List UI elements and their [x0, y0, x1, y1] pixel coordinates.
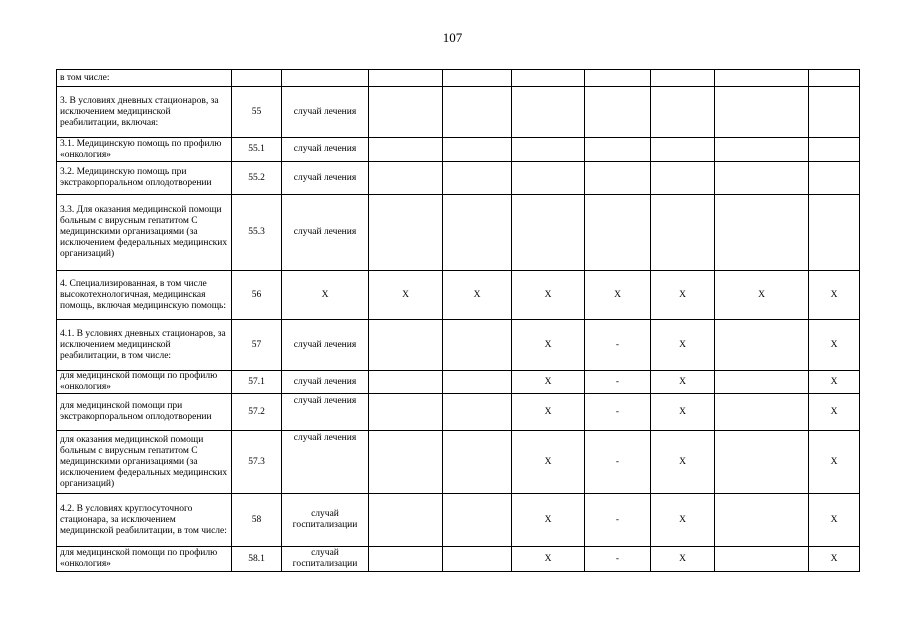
- row-value-cell: Х: [512, 271, 585, 320]
- row-value-cell: [585, 70, 651, 87]
- table-row: [57, 195, 860, 271]
- row-value-cell: [369, 431, 443, 494]
- table-row: [57, 494, 860, 547]
- row-value-cell: Х: [809, 371, 860, 394]
- row-value-cell: [369, 394, 443, 431]
- row-code-cell: [232, 70, 282, 87]
- row-value-cell: Х: [809, 271, 860, 320]
- row-name-cell: 3.3. Для оказания медицинской помощи больным с вирусным гепатитом С медицинскими организациями (за исключением федеральных медицинских организаций): [57, 195, 232, 271]
- table-row: [57, 162, 860, 195]
- row-value-cell: [651, 162, 715, 195]
- row-value-cell: -: [585, 547, 651, 572]
- row-code-cell: 56: [232, 271, 282, 320]
- row-value-cell: [369, 494, 443, 547]
- row-value-cell: [369, 87, 443, 138]
- table-row: [57, 87, 860, 138]
- row-name-cell: 4.2. В условиях круглосуточного стационара, за исключением медицинской реабилитации, в том числе:: [57, 494, 232, 547]
- row-code-cell: 57.2: [232, 394, 282, 431]
- row-name-cell: 3.1. Медицинскую помощь по профилю «онкология»: [57, 138, 232, 162]
- row-name-cell: в том числе:: [57, 70, 232, 87]
- row-value-cell: Х: [369, 271, 443, 320]
- row-code-cell: 57.1: [232, 371, 282, 394]
- row-unit-cell: [282, 70, 369, 87]
- row-code-cell: 55.1: [232, 138, 282, 162]
- row-value-cell: [443, 87, 512, 138]
- row-value-cell: [369, 162, 443, 195]
- row-value-cell: [443, 431, 512, 494]
- row-value-cell: [809, 162, 860, 195]
- row-value-cell: [715, 138, 809, 162]
- row-value-cell: [715, 70, 809, 87]
- row-value-cell: [715, 87, 809, 138]
- row-value-cell: [585, 87, 651, 138]
- row-value-cell: [443, 70, 512, 87]
- row-unit-cell: случай лечения: [282, 138, 369, 162]
- row-name-cell: для медицинской помощи по профилю «онкология»: [57, 547, 232, 572]
- row-value-cell: Х: [512, 394, 585, 431]
- row-value-cell: [715, 431, 809, 494]
- row-code-cell: 57.3: [232, 431, 282, 494]
- row-value-cell: [512, 70, 585, 87]
- row-name-cell: 4. Специализированная, в том числе высокотехнологичная, медицинская помощь, включая медицинскую помощь:: [57, 271, 232, 320]
- row-value-cell: -: [585, 431, 651, 494]
- row-value-cell: Х: [651, 431, 715, 494]
- row-value-cell: [585, 162, 651, 195]
- row-unit-cell: случай лечения: [282, 320, 369, 371]
- row-name-cell: для оказания медицинской помощи больным с вирусным гепатитом С медицинскими организациями (за исключением федеральных медицинских организаций): [57, 431, 232, 494]
- row-value-cell: [651, 70, 715, 87]
- row-code-cell: 58.1: [232, 547, 282, 572]
- row-value-cell: [443, 547, 512, 572]
- row-value-cell: Х: [585, 271, 651, 320]
- row-value-cell: [443, 394, 512, 431]
- row-value-cell: [809, 87, 860, 138]
- table-row: [57, 320, 860, 371]
- table-row: [57, 70, 860, 87]
- table-row: [57, 431, 860, 494]
- row-value-cell: [369, 320, 443, 371]
- row-value-cell: Х: [809, 494, 860, 547]
- row-value-cell: [651, 195, 715, 271]
- row-value-cell: [809, 70, 860, 87]
- row-value-cell: [651, 138, 715, 162]
- row-value-cell: [443, 371, 512, 394]
- row-value-cell: [715, 162, 809, 195]
- row-code-cell: 55.3: [232, 195, 282, 271]
- row-value-cell: Х: [715, 271, 809, 320]
- row-value-cell: [443, 162, 512, 195]
- row-value-cell: [512, 138, 585, 162]
- row-value-cell: [715, 195, 809, 271]
- row-name-cell: 3. В условиях дневных стационаров, за исключением медицинской реабилитации, включая:: [57, 87, 232, 138]
- row-name-cell: для медицинской помощи по профилю «онкология»: [57, 371, 232, 394]
- row-value-cell: [715, 494, 809, 547]
- row-code-cell: 57: [232, 320, 282, 371]
- row-value-cell: [809, 138, 860, 162]
- row-value-cell: [443, 138, 512, 162]
- row-value-cell: -: [585, 494, 651, 547]
- row-unit-cell: случай лечения: [282, 371, 369, 394]
- table-row: [57, 271, 860, 320]
- row-value-cell: Х: [512, 431, 585, 494]
- page-number: 107: [442, 30, 463, 45]
- row-value-cell: Х: [809, 394, 860, 431]
- row-value-cell: Х: [512, 547, 585, 572]
- row-unit-cell: случай госпитализации: [282, 547, 369, 572]
- row-unit-cell: случай лечения: [282, 394, 369, 431]
- data-table: [56, 69, 860, 572]
- row-value-cell: [809, 195, 860, 271]
- row-unit-cell: случай лечения: [282, 195, 369, 271]
- table-row: [57, 394, 860, 431]
- row-value-cell: -: [585, 371, 651, 394]
- row-value-cell: [443, 320, 512, 371]
- row-value-cell: Х: [651, 394, 715, 431]
- row-code-cell: 58: [232, 494, 282, 547]
- row-value-cell: [512, 162, 585, 195]
- row-value-cell: [512, 195, 585, 271]
- row-name-cell: 3.2. Медицинскую помощь при экстракорпоральном оплодотворении: [57, 162, 232, 195]
- row-value-cell: Х: [809, 547, 860, 572]
- row-unit-cell: случай госпитализации: [282, 494, 369, 547]
- row-unit-cell: случай лечения: [282, 162, 369, 195]
- table-row: [57, 371, 860, 394]
- row-value-cell: Х: [512, 371, 585, 394]
- table-row: [57, 138, 860, 162]
- row-value-cell: [651, 87, 715, 138]
- row-value-cell: [715, 547, 809, 572]
- row-value-cell: [715, 320, 809, 371]
- row-value-cell: [369, 371, 443, 394]
- row-code-cell: 55.2: [232, 162, 282, 195]
- table-row: [57, 547, 860, 572]
- row-value-cell: [585, 195, 651, 271]
- row-name-cell: для медицинской помощи при экстракорпоральном оплодотворении: [57, 394, 232, 431]
- row-name-cell: 4.1. В условиях дневных стационаров, за исключением медицинской реабилитации, в том числе:: [57, 320, 232, 371]
- row-unit-cell: случай лечения: [282, 431, 369, 494]
- row-value-cell: Х: [651, 547, 715, 572]
- row-value-cell: [585, 138, 651, 162]
- row-unit-cell: случай лечения: [282, 87, 369, 138]
- row-value-cell: Х: [809, 431, 860, 494]
- row-value-cell: -: [585, 320, 651, 371]
- row-value-cell: Х: [651, 271, 715, 320]
- row-value-cell: [443, 195, 512, 271]
- row-value-cell: Х: [651, 494, 715, 547]
- row-value-cell: Х: [809, 320, 860, 371]
- row-value-cell: Х: [512, 320, 585, 371]
- row-unit-cell: Х: [282, 271, 369, 320]
- row-value-cell: [369, 547, 443, 572]
- row-value-cell: [512, 87, 585, 138]
- row-value-cell: [369, 138, 443, 162]
- row-value-cell: Х: [651, 320, 715, 371]
- row-value-cell: [369, 195, 443, 271]
- row-value-cell: Х: [651, 371, 715, 394]
- row-value-cell: Х: [443, 271, 512, 320]
- row-value-cell: [443, 494, 512, 547]
- row-value-cell: -: [585, 394, 651, 431]
- row-value-cell: [715, 394, 809, 431]
- row-value-cell: [715, 371, 809, 394]
- row-code-cell: 55: [232, 87, 282, 138]
- row-value-cell: [369, 70, 443, 87]
- row-value-cell: Х: [512, 494, 585, 547]
